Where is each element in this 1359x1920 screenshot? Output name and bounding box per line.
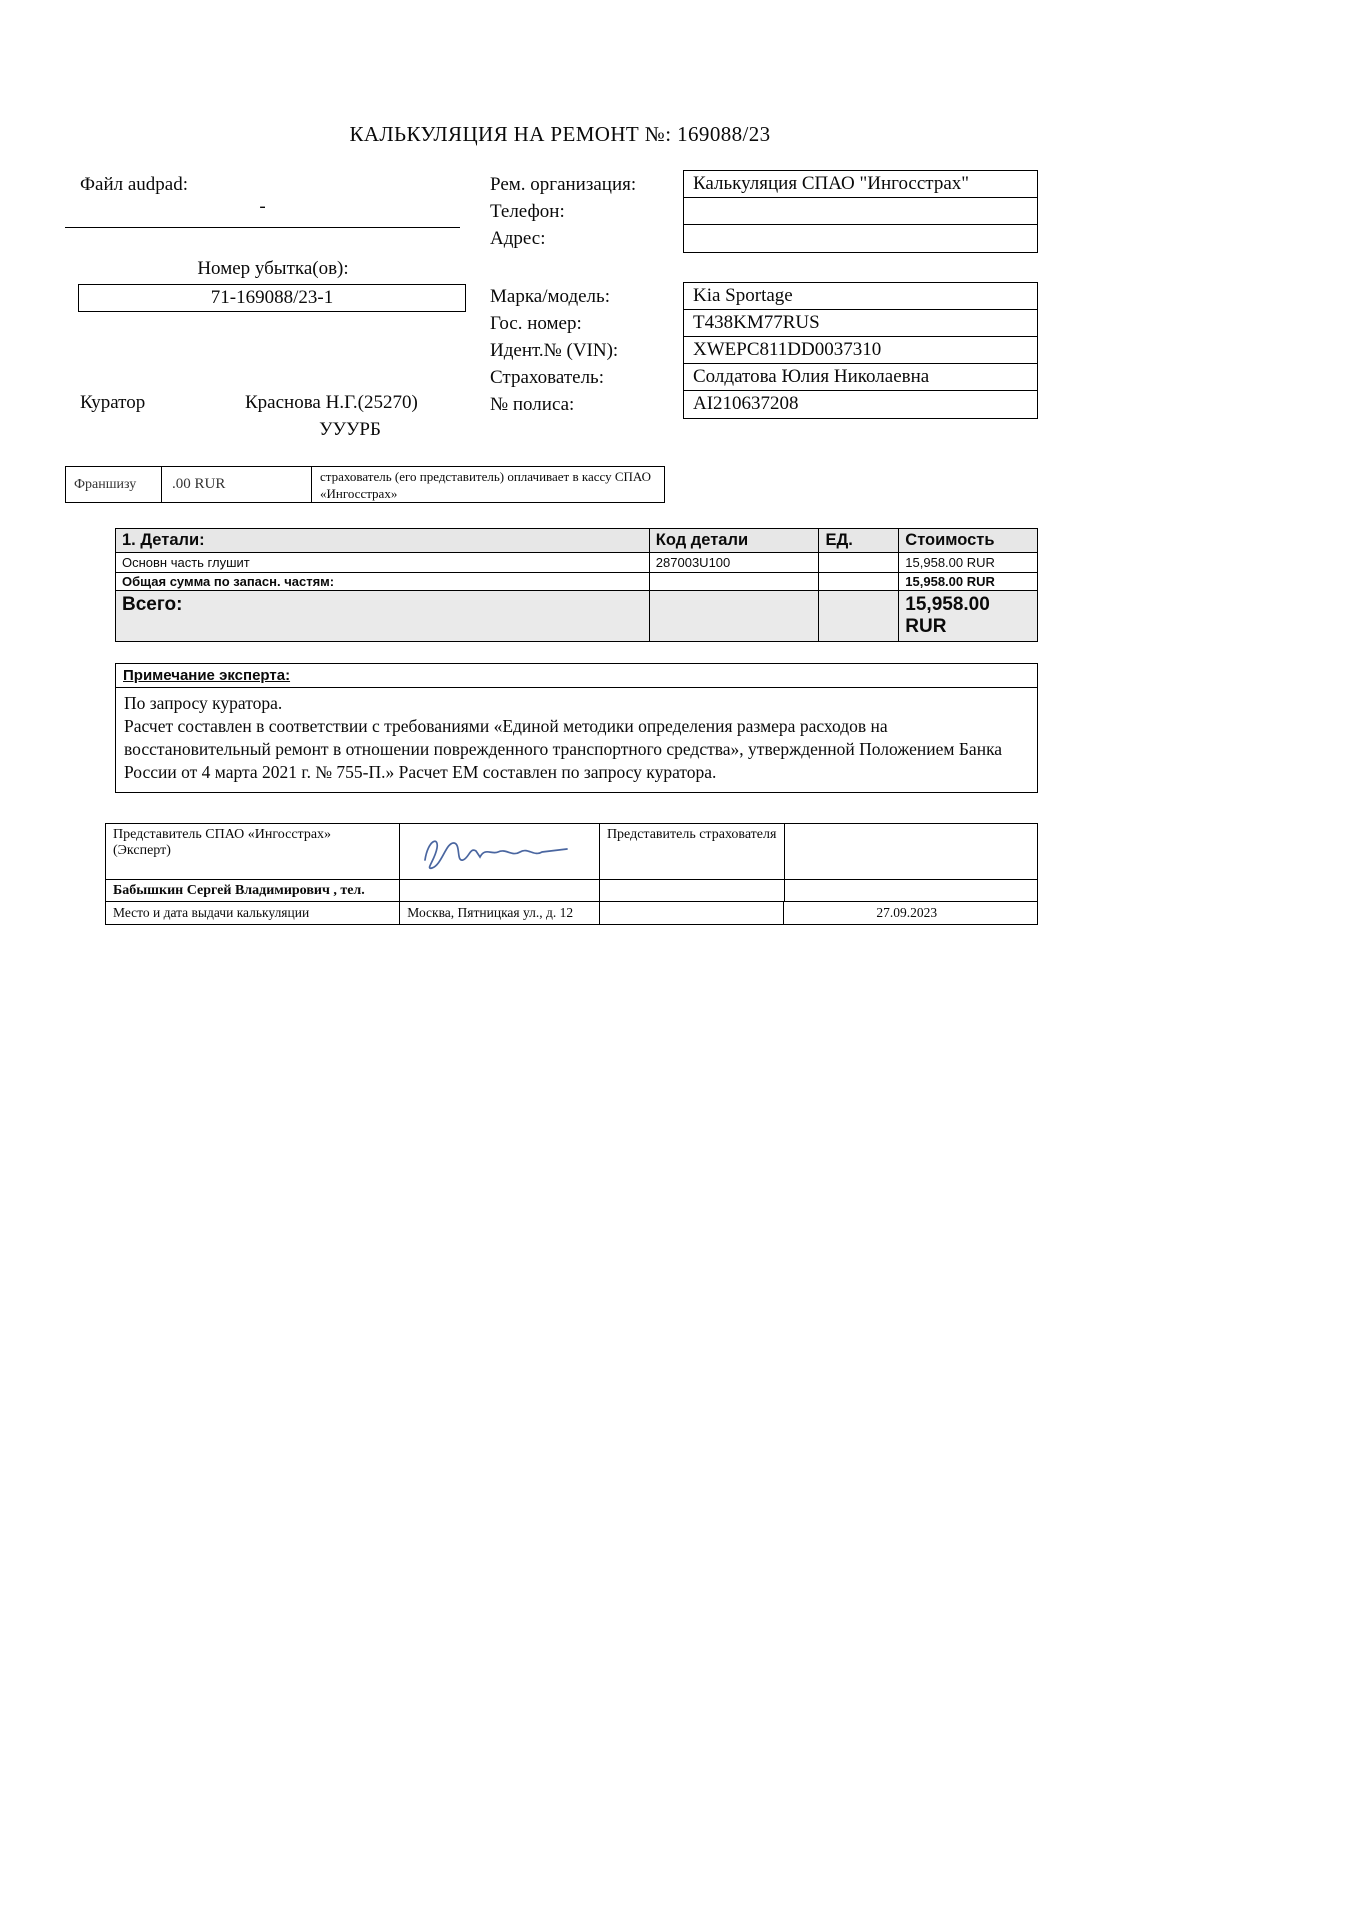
expert-note-line1: По запросу куратора. <box>124 693 283 713</box>
empty-cell <box>785 880 1037 901</box>
part-code: 287003U100 <box>650 553 820 572</box>
vehicle-values-group <box>683 282 1038 419</box>
subtotal-unit-cell <box>819 573 899 590</box>
total-value: 15,958.00 RUR <box>905 594 990 637</box>
file-audpad-value: - <box>65 186 460 228</box>
header-unit: ЕД. <box>819 529 899 552</box>
file-audpad-label: Файл audpad: <box>80 174 188 195</box>
subtotal-code-cell <box>650 573 820 590</box>
franchise-label: Франшизу <box>66 467 162 502</box>
value-insured: Солдатова Юлия Николаевна <box>684 364 1037 391</box>
total-row <box>116 591 1037 641</box>
value-vin: XWEPC811DD0037310 <box>684 337 1037 364</box>
expert-note-paragraph: Расчет составлен в соответствии с требованиями «Единой методики определения размера расходов на восстановительный ремонт в отношении поврежденного транспортного средства», утвержденной Положением Банка России от 4 марта 2021 г. № 755-П.» Расчет ЕМ составлен по запросу куратора. <box>124 716 1003 783</box>
total-code-cell <box>650 591 820 641</box>
signature-row-1 <box>106 824 1037 880</box>
header-details: 1. Детали: <box>116 529 650 552</box>
table-row <box>116 553 1037 573</box>
franchise-note: страхователь (его представитель) оплачивает в кассу СПАО «Ингосстрах» <box>320 469 652 501</box>
expert-rep-label: Представитель СПАО «Ингосстрах» (Эксперт) <box>106 824 400 879</box>
empty-cell <box>600 902 785 924</box>
signature-cell <box>400 824 600 879</box>
signature-row-3 <box>106 902 1037 924</box>
label-vin: Идент.№ (VIN): <box>490 340 619 361</box>
loss-number-label: Номер убытка(ов): <box>197 258 349 279</box>
label-rem-organization: Рем. организация: <box>490 174 637 195</box>
expert-note-title: Примечание эксперта: <box>116 664 1037 688</box>
place-label: Место и дата выдачи калькуляции <box>106 902 400 924</box>
empty-cell <box>600 880 785 901</box>
document-title: КАЛЬКУЛЯЦИЯ НА РЕМОНТ №: 169088/23 <box>349 122 771 146</box>
part-cost: 15,958.00 RUR <box>905 555 995 570</box>
header-part-code: Код детали <box>650 529 820 552</box>
signature-block <box>105 823 1038 925</box>
insured-signature-cell <box>785 824 1037 879</box>
part-name: Основн часть глушит <box>116 553 650 572</box>
expert-note-box <box>115 663 1038 793</box>
signature-image <box>407 827 592 876</box>
franchise-box <box>65 466 665 503</box>
label-insured: Страхователь: <box>490 367 604 388</box>
label-phone: Телефон: <box>490 201 565 222</box>
label-make-model: Марка/модель: <box>490 286 610 307</box>
label-address: Адрес: <box>490 228 546 249</box>
total-unit-cell <box>819 591 899 641</box>
value-gos-number: T438KM77RUS <box>684 310 1037 337</box>
empty-cell <box>400 880 600 901</box>
issue-date: 27.09.2023 <box>876 905 938 920</box>
curator-name: Краснова Н.Г.(25270) <box>245 392 418 413</box>
expert-name: Бабышкин Сергей Владимирович , тел. <box>106 880 400 901</box>
curator-label: Куратор <box>80 392 146 413</box>
place-value: Москва, Пятницкая ул., д. 12 <box>400 902 600 924</box>
total-label: Всего: <box>116 591 650 641</box>
subtotal-label: Общая сумма по запасн. частям: <box>116 573 650 590</box>
subtotal-value: 15,958.00 RUR <box>905 574 995 589</box>
value-make-model: Kia Sportage <box>684 283 1037 310</box>
value-rem-organization: Калькуляция СПАО "Ингосстрах" <box>684 171 1037 198</box>
parts-table <box>115 528 1038 642</box>
insured-rep-label: Представитель страхователя <box>600 824 785 879</box>
franchise-amount: .00 RUR <box>162 467 312 502</box>
subtotal-row <box>116 573 1037 591</box>
part-unit <box>819 553 899 572</box>
value-policy-number: AI210637208 <box>693 393 799 414</box>
org-values-group <box>683 170 1038 253</box>
header-cost: Стоимость <box>905 531 995 549</box>
label-policy-number: № полиса: <box>490 394 575 415</box>
value-address <box>684 225 1037 252</box>
expert-note-body <box>116 688 1037 792</box>
loss-number-box: 71-169088/23-1 <box>78 284 466 312</box>
parts-table-header <box>116 529 1037 553</box>
curator-department: УУУРБ <box>319 419 381 440</box>
label-gos-number: Гос. номер: <box>490 313 582 334</box>
signature-row-2 <box>106 880 1037 902</box>
value-phone <box>684 198 1037 225</box>
